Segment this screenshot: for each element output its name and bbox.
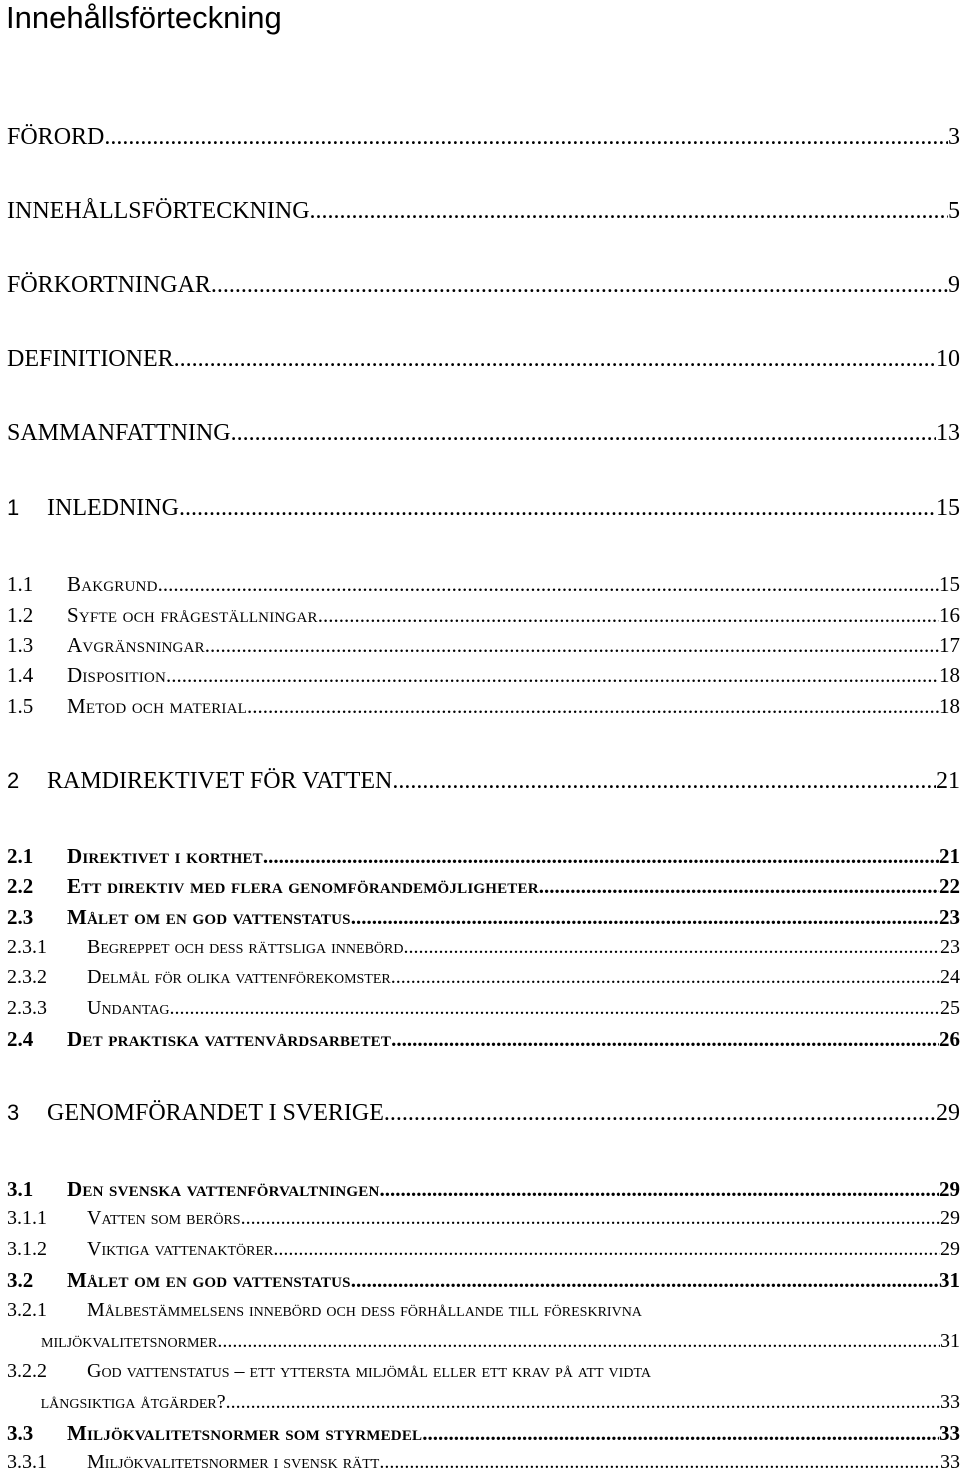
toc-entry-2-3-3[interactable] xyxy=(7,997,960,1025)
toc-leader-dots xyxy=(179,495,936,522)
toc-entry-label: Begreppet och dess rättsliga innebörd xyxy=(87,936,404,958)
toc-entry-label: Bakgrund xyxy=(67,572,158,596)
toc-leader-dots xyxy=(422,1421,939,1446)
toc-entry-number: 2.3 xyxy=(7,905,34,929)
toc-leader-dots xyxy=(104,124,948,151)
toc-leader-dots xyxy=(379,1451,940,1474)
toc-entry-label: SAMMANFATTNING xyxy=(7,420,231,446)
toc-entry-page: 31 xyxy=(939,1268,960,1292)
toc-entry-page: 29 xyxy=(940,1238,960,1260)
toc-entry-number: 2.3.1 xyxy=(7,936,47,958)
toc-entry-number: 3.1 xyxy=(7,1177,34,1201)
toc-entry-page: 16 xyxy=(939,603,960,627)
toc-entry-label: FÖRORD xyxy=(7,124,105,150)
toc-leader-dots xyxy=(391,966,940,989)
toc-entry-page: 29 xyxy=(940,1207,960,1229)
toc-entry-3-1-1[interactable] xyxy=(7,1207,960,1235)
toc-entry-page: 10 xyxy=(936,346,960,372)
toc-entry-label: FÖRKORTNINGAR xyxy=(7,272,211,298)
toc-entry-label: Målbestämmelsens innebörd och dess förhållande till föreskrivna xyxy=(87,1299,642,1321)
toc-entry-label: Syfte och frågeställningar xyxy=(67,603,318,627)
toc-entry-3-2-2[interactable] xyxy=(7,1360,960,1388)
toc-leader-dots xyxy=(166,663,939,688)
toc-entry-label-continued: långsiktiga åtgärder? xyxy=(40,1391,226,1413)
toc-entry-label: Målet om en god vattenstatus xyxy=(67,905,351,929)
toc-leader-dots xyxy=(211,272,948,299)
toc-entry-chapter-1[interactable] xyxy=(7,495,960,525)
toc-entry-label-continued: miljökvalitetsnormer xyxy=(41,1330,218,1352)
toc-entry-3-2[interactable] xyxy=(7,1268,960,1296)
toc-entry-page: 33 xyxy=(940,1451,960,1473)
toc-entry-number: 1.1 xyxy=(7,572,34,596)
toc-entry-number: 3.1.1 xyxy=(7,1207,47,1229)
toc-entry-page: 15 xyxy=(939,572,960,596)
toc-entry-label: Undantag xyxy=(87,997,170,1019)
toc-entry-number: 2.2 xyxy=(7,874,34,898)
toc-entry-number: 3.3 xyxy=(7,1421,34,1445)
toc-leader-dots xyxy=(384,1100,936,1127)
toc-entry-2-3-1[interactable] xyxy=(7,936,960,964)
toc-entry-page: 24 xyxy=(940,966,960,988)
toc-entry-page: 25 xyxy=(940,997,960,1019)
toc-entry-label: GENOMFÖRANDET I SVERIGE xyxy=(47,1100,384,1126)
toc-entry-page: 3 xyxy=(948,124,960,150)
toc-leader-dots xyxy=(205,633,939,658)
toc-entry-number: 2.3.3 xyxy=(7,997,47,1019)
toc-entry-label: Målet om en god vattenstatus xyxy=(67,1268,351,1292)
toc-entry-page: 18 xyxy=(939,663,960,687)
toc-entry-1-4[interactable] xyxy=(7,663,960,691)
toc-entry-number: 1.3 xyxy=(7,633,34,657)
toc-entry-number: 3.1.2 xyxy=(7,1238,47,1260)
toc-entry-chapter-3[interactable] xyxy=(7,1100,960,1130)
toc-entry-2-1[interactable] xyxy=(7,844,960,872)
toc-leader-dots xyxy=(351,905,939,930)
toc-entry-page: 29 xyxy=(936,1100,960,1126)
toc-entry-page: 23 xyxy=(939,905,960,929)
toc-entry-page: 29 xyxy=(939,1177,960,1201)
toc-leader-dots xyxy=(226,1391,940,1414)
toc-entry-page: 31 xyxy=(940,1330,960,1352)
toc-entry-sammanfattning[interactable] xyxy=(7,420,960,450)
toc-entry-3-2-1-continued[interactable] xyxy=(7,1330,960,1358)
toc-entry-1-5[interactable] xyxy=(7,694,960,722)
toc-entry-definitioner[interactable] xyxy=(7,346,960,376)
toc-entry-forkortningar[interactable] xyxy=(7,272,960,302)
toc-leader-dots xyxy=(241,1207,940,1230)
toc-entry-3-2-2-continued[interactable] xyxy=(7,1391,960,1419)
toc-entry-number: 1.2 xyxy=(7,603,34,627)
toc-entry-label: INNEHÅLLSFÖRTECKNING xyxy=(7,198,310,224)
toc-leader-dots xyxy=(174,346,936,373)
toc-leader-dots xyxy=(351,1268,939,1293)
toc-entry-3-3[interactable] xyxy=(7,1421,960,1449)
toc-entry-page: 23 xyxy=(940,936,960,958)
toc-entry-label: Metod och material xyxy=(67,694,247,718)
toc-entry-number: 3.2.1 xyxy=(7,1299,47,1321)
toc-entry-2-3-2[interactable] xyxy=(7,966,960,994)
toc-entry-3-3-1[interactable] xyxy=(7,1451,960,1479)
toc-leader-dots xyxy=(392,768,936,795)
toc-entry-2-4[interactable] xyxy=(7,1027,960,1055)
toc-leader-dots xyxy=(247,694,939,719)
toc-leader-dots xyxy=(310,198,948,225)
toc-entry-page: 33 xyxy=(940,1391,960,1413)
toc-entry-3-2-1[interactable] xyxy=(7,1299,960,1327)
toc-entry-innehallsforteckning[interactable] xyxy=(7,198,960,228)
toc-leader-dots xyxy=(231,420,936,447)
toc-entry-label: Ett direktiv med flera genomförandemöjligheter xyxy=(67,874,539,898)
toc-entry-number: 3.2.2 xyxy=(7,1360,47,1382)
toc-leader-dots xyxy=(170,997,940,1020)
toc-entry-page: 33 xyxy=(939,1421,960,1445)
toc-entry-page: 21 xyxy=(939,844,960,868)
toc-entry-number: 1.5 xyxy=(7,694,34,718)
toc-entry-page: 9 xyxy=(948,272,960,298)
toc-entry-label: God vattenstatus – ett yttersta miljömål eller ett krav på att vidta xyxy=(87,1360,651,1382)
toc-entry-number: 3.2 xyxy=(7,1268,34,1292)
toc-entry-page: 26 xyxy=(939,1027,960,1051)
toc-entry-2-3[interactable] xyxy=(7,905,960,933)
toc-entry-1-2[interactable] xyxy=(7,603,960,631)
toc-entry-label: RAMDIREKTIVET FÖR VATTEN xyxy=(47,768,393,794)
toc-leader-dots xyxy=(403,936,940,959)
toc-entry-label: Miljökvalitetsnormer i svensk rätt xyxy=(87,1451,380,1473)
toc-entry-3-1-2[interactable] xyxy=(7,1238,960,1266)
toc-entry-page: 5 xyxy=(948,198,960,224)
toc-entry-label: INLEDNING xyxy=(47,495,179,521)
toc-entry-page: 15 xyxy=(936,495,960,521)
toc-entry-number: 2.3.2 xyxy=(7,966,47,988)
toc-entry-number: 2.4 xyxy=(7,1027,34,1051)
toc-entry-page: 18 xyxy=(939,694,960,718)
toc-entry-page: 17 xyxy=(939,633,960,657)
toc-entry-number: 1 xyxy=(7,495,20,520)
toc-entry-label: Viktiga vattenaktörer xyxy=(87,1238,274,1260)
toc-entry-1-1[interactable] xyxy=(7,572,960,600)
toc-entry-page: 13 xyxy=(936,420,960,446)
toc-entry-number: 2.1 xyxy=(7,844,34,868)
toc-entry-page: 22 xyxy=(939,874,960,898)
toc-leader-dots xyxy=(217,1330,940,1353)
toc-entry-label: Den svenska vattenförvaltningen xyxy=(67,1177,380,1201)
toc-entry-label: Det praktiska vattenvårdsarbetet xyxy=(67,1027,392,1051)
toc-entry-label: DEFINITIONER xyxy=(7,346,174,372)
toc-entry-label: Avgränsningar xyxy=(67,633,205,657)
toc-entry-label: Direktivet i korthet xyxy=(67,844,263,868)
toc-entry-number: 2 xyxy=(7,768,20,793)
toc-entry-chapter-2[interactable] xyxy=(7,768,960,798)
toc-entry-fororد[interactable] xyxy=(7,124,960,154)
toc-entry-label: Disposition xyxy=(67,663,167,687)
toc-entry-2-2[interactable] xyxy=(7,874,960,902)
toc-leader-dots xyxy=(263,844,939,869)
toc-entry-label: Delmål för olika vattenförekomster xyxy=(87,966,391,988)
toc-entry-page: 21 xyxy=(936,768,960,794)
toc-entry-label: Miljökvalitetsnormer som styrmedel xyxy=(67,1421,423,1445)
toc-entry-number: 1.4 xyxy=(7,663,34,687)
toc-leader-dots xyxy=(273,1238,940,1261)
toc-entry-number: 3.3.1 xyxy=(7,1451,47,1473)
toc-leader-dots xyxy=(158,572,939,597)
toc-entry-label: Vatten som berörs xyxy=(87,1207,241,1229)
toc-entry-1-3[interactable] xyxy=(7,633,960,661)
toc-leader-dots xyxy=(380,1177,939,1202)
toc-entry-3-1[interactable] xyxy=(7,1177,960,1205)
toc-leader-dots xyxy=(318,603,939,628)
page-title: Innehållsförteckning xyxy=(6,0,282,35)
toc-entry-number: 3 xyxy=(7,1100,20,1125)
toc-leader-dots xyxy=(391,1027,939,1052)
toc-leader-dots xyxy=(539,874,939,899)
